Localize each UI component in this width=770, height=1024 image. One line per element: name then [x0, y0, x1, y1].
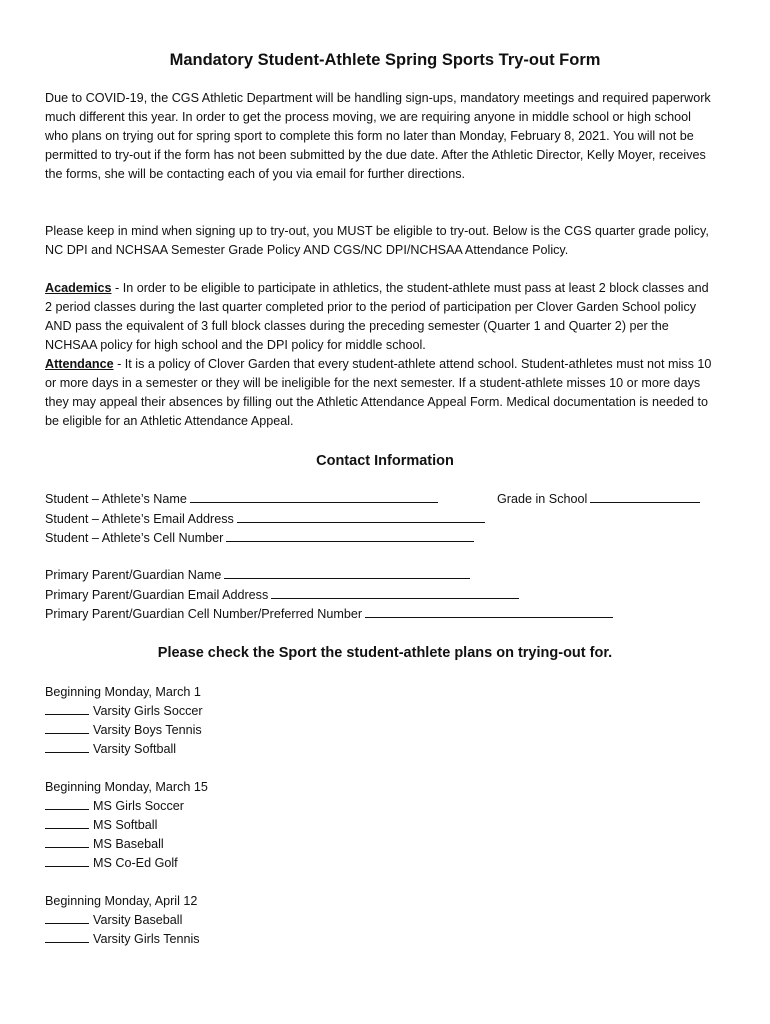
student-email-field[interactable]: [237, 510, 485, 523]
parent-cell-field[interactable]: [365, 605, 613, 618]
parent-fields: [45, 566, 715, 625]
academics-paragraph: [45, 279, 715, 355]
student-cell-field[interactable]: [226, 529, 474, 542]
parent-name-row: [45, 566, 715, 586]
attendance-text: - It is a policy of Clover Garden that every student-athlete attend school. Student-athletes must not miss 10 or more days in a semester or they will be ineligible for the next semester. If a student-athlete misses 10 or more days they may appeal their absences by filling out the Athletic Attendance Appeal Form. Medical documentation is needed to be eligible for an Athletic Attendance Appeal.: [45, 357, 712, 428]
sport-item: [45, 930, 715, 949]
student-name-label: Student – Athlete’s Name: [45, 492, 187, 506]
sport-label: Varsity Softball: [93, 742, 177, 756]
sport-item: [45, 835, 715, 854]
intro-paragraph: [45, 89, 715, 184]
grade-group: [497, 490, 700, 509]
sport-checkbox[interactable]: [45, 797, 89, 810]
parent-email-label: Primary Parent/Guardian Email Address: [45, 587, 269, 602]
eligibility-paragraph: [45, 222, 715, 260]
student-name-field[interactable]: [190, 490, 438, 503]
student-email-label: Student – Athlete’s Email Address: [45, 511, 234, 526]
sport-item: [45, 911, 715, 930]
sport-checkbox[interactable]: [45, 702, 89, 715]
policy-section: [45, 279, 715, 431]
academics-text: - In order to be eligible to participate in athletics, the student-athlete must pass at least 2 block classes and 2 period classes during the last quarter completed prior to the period of participation per Clover Garden School policy AND pass the equivalent of 3 full block classes during the preceding semester (Quarter 1 and Quarter 2) per the NCHSAA policy for high school and the DPI policy for middle school.: [45, 281, 709, 352]
sport-label: Varsity Baseball: [93, 913, 183, 927]
sport-checkbox[interactable]: [45, 911, 89, 924]
parent-cell-label: Primary Parent/Guardian Cell Number/Preferred Number: [45, 607, 363, 621]
sports-list: [45, 683, 715, 968]
parent-email-row: [45, 586, 715, 606]
sports-heading: Please check the Sport the student-athlete plans on trying-out for.: [157, 645, 613, 661]
group-start-label: Beginning Monday, March 1: [45, 685, 201, 699]
sport-item: [45, 740, 715, 759]
sport-item: [45, 797, 715, 816]
sport-label: Varsity Girls Tennis: [93, 932, 200, 946]
group-start-label: Beginning Monday, March 15: [45, 780, 208, 794]
sport-group-march-15: [45, 778, 715, 873]
sport-checkbox[interactable]: [45, 740, 89, 753]
sport-label: MS Baseball: [93, 837, 164, 851]
sport-checkbox[interactable]: [45, 835, 89, 848]
student-cell-label: Student – Athlete’s Cell Number: [45, 531, 224, 545]
attendance-paragraph: [45, 355, 715, 431]
group-start-label: Beginning Monday, April 12: [45, 894, 198, 908]
student-name-row: [45, 490, 715, 510]
sport-item: [45, 702, 715, 721]
contact-fields: [45, 490, 715, 549]
academics-label: Academics: [45, 281, 112, 295]
sport-label: Varsity Boys Tennis: [93, 723, 202, 737]
parent-name-label: Primary Parent/Guardian Name: [45, 568, 222, 582]
page-title: Mandatory Student-Athlete Spring Sports Try-out Form: [169, 51, 601, 69]
student-cell-row: [45, 529, 715, 549]
eligibility-text: Please keep in mind when signing up to try-out, you MUST be eligible to try-out. Below is the CGS quarter grade policy, NC DPI and NCHSAA Semester Grade Policy AND CGS/NC DPI/NCHSAA Attendance Policy.: [45, 224, 709, 257]
intro-text: Due to COVID-19, the CGS Athletic Department will be handling sign-ups, mandatory meetings and required paperwork much different this year. In order to get the process moving, we are requiring anyone in middle school or high school who plans on trying out for spring sport to complete this form no later than Monday, February 8, 2021. You will not be permitted to try-out if the form has not been submitted by the due date. After the Athletic Director, Kelly Moyer, receives the forms, she will be contacting each of you via email for further directions.: [45, 91, 711, 181]
sport-label: Varsity Girls Soccer: [93, 704, 203, 718]
sport-label: MS Co-Ed Golf: [93, 856, 178, 870]
sport-group-april-12: [45, 892, 715, 949]
sport-label: MS Girls Soccer: [93, 799, 184, 813]
grade-label: Grade in School: [497, 492, 588, 506]
sport-label: MS Softball: [93, 818, 158, 832]
parent-email-field[interactable]: [271, 586, 519, 599]
contact-heading: Contact Information: [316, 453, 454, 469]
sport-item: [45, 854, 715, 873]
sport-item: [45, 721, 715, 740]
sport-checkbox[interactable]: [45, 854, 89, 867]
sport-checkbox[interactable]: [45, 930, 89, 943]
parent-cell-row: [45, 605, 715, 625]
sport-checkbox[interactable]: [45, 816, 89, 829]
sport-checkbox[interactable]: [45, 721, 89, 734]
grade-field[interactable]: [590, 490, 700, 503]
attendance-label: Attendance: [45, 357, 114, 371]
student-email-row: [45, 510, 715, 530]
sport-group-march-1: [45, 683, 715, 759]
sport-item: [45, 816, 715, 835]
parent-name-field[interactable]: [224, 566, 470, 579]
